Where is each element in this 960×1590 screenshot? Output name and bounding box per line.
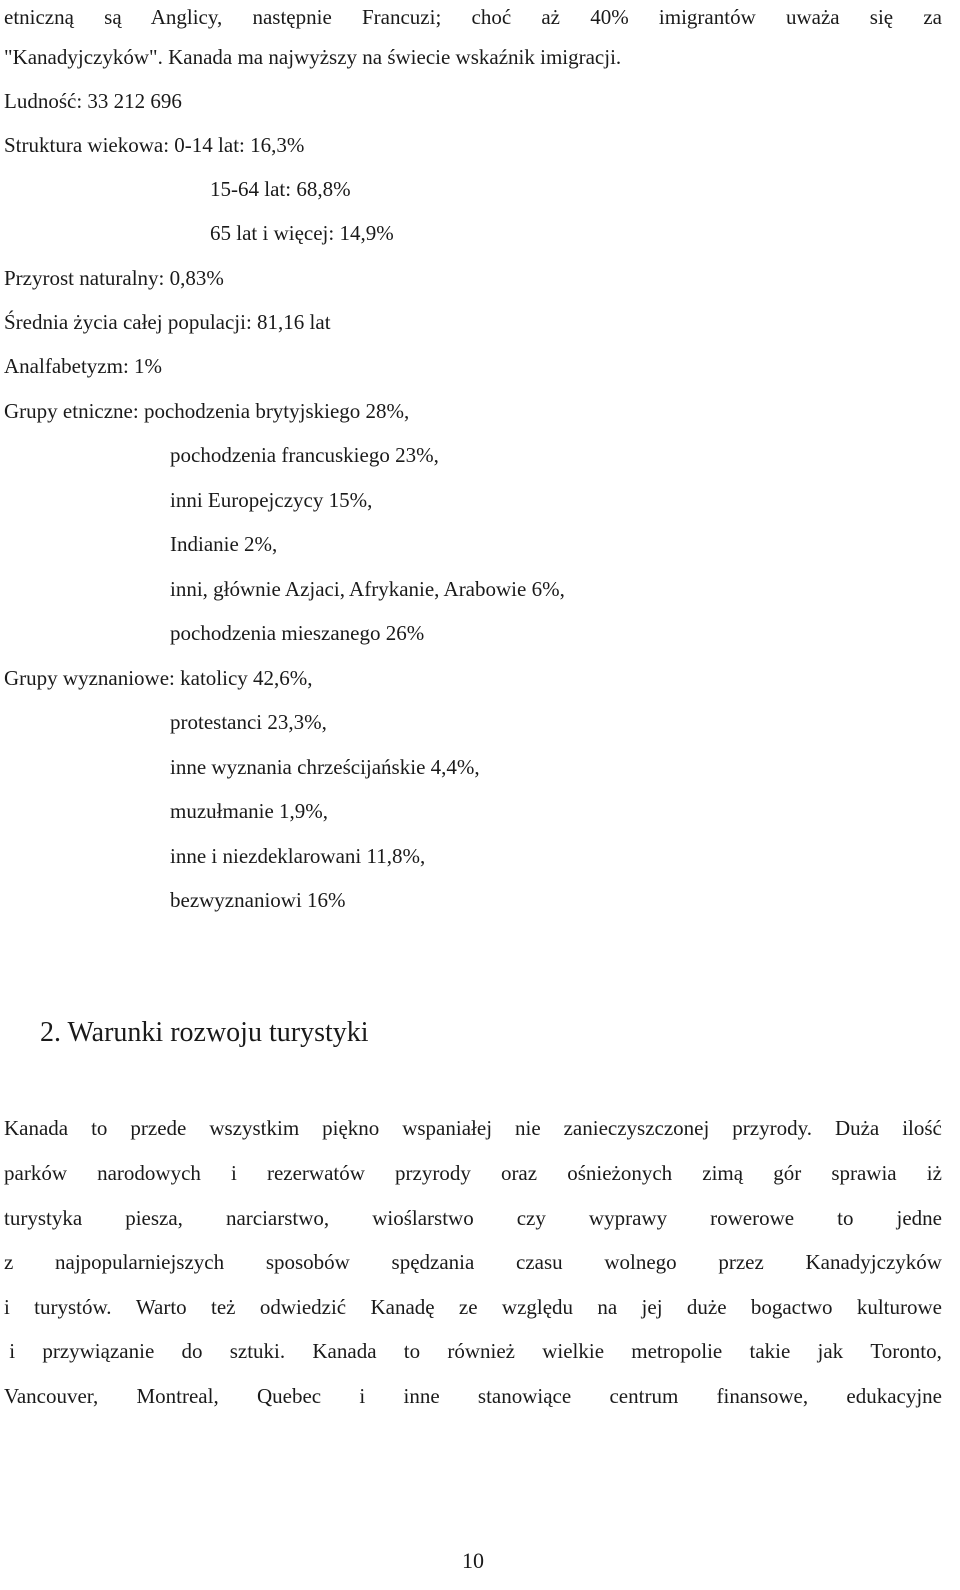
paragraph-line: [4, 1383, 942, 1409]
paragraph-word: również: [447, 1339, 515, 1363]
ethnic-item: Indianie 2%,: [170, 532, 278, 556]
paragraph-word: Duża: [834, 1116, 880, 1140]
paragraph-word: sprawia: [831, 1161, 897, 1185]
paragraph-word: zanieczyszczonej: [563, 1116, 710, 1140]
paragraph-word: jedne: [896, 1206, 942, 1230]
paragraph-word: Montreal,: [136, 1384, 219, 1408]
paragraph-word: rezerwatów: [266, 1161, 365, 1185]
paragraph-word: piesza,: [125, 1206, 183, 1230]
paragraph-word: turystów.: [34, 1295, 112, 1319]
age-structure-line-2: 15-64 lat: 68,8%: [210, 177, 351, 201]
paragraph-word: metropolie: [631, 1339, 723, 1363]
paragraph-word: na: [597, 1295, 618, 1319]
paragraph-word: względu: [501, 1295, 574, 1319]
paragraph-word: wszystkim: [209, 1116, 300, 1140]
growth-line: Przyrost naturalny: 0,83%: [4, 266, 224, 290]
paragraph-word: kulturowe: [856, 1295, 942, 1319]
paragraph-word: narciarstwo,: [225, 1206, 330, 1230]
paragraph-word: to: [403, 1339, 421, 1363]
paragraph-word: jej: [641, 1295, 663, 1319]
paragraph-word: sposobów: [265, 1250, 350, 1274]
paragraph-word: inne: [403, 1384, 440, 1408]
religion-item: bezwyznaniowi 16%: [170, 888, 346, 912]
religious-groups-line: Grupy wyznaniowe: katolicy 42,6%,: [4, 666, 313, 690]
paragraph-word: edukacyjne: [846, 1384, 942, 1408]
paragraph-word: jak: [817, 1339, 844, 1363]
intro-line-1-text: etniczną są Anglicy, następnie Francuzi; choć aż 40% imigrantów uważa się za: [4, 5, 942, 29]
paragraph-line: [4, 1294, 942, 1320]
paragraph-word: rowerowe: [710, 1206, 795, 1230]
paragraph-word: duże: [686, 1295, 727, 1319]
ethnic-item: pochodzenia francuskiego 23%,: [170, 443, 439, 467]
page-number: 10: [462, 1548, 484, 1573]
intro-line-1: [4, 4, 942, 30]
paragraph-word: Kanada: [312, 1339, 377, 1363]
paragraph-word: to: [837, 1206, 854, 1230]
paragraph-line: [4, 1115, 942, 1141]
ethnic-groups-line: Grupy etniczne: pochodzenia brytyjskiego 28%,: [4, 399, 410, 423]
paragraph-word: turystyka: [4, 1206, 83, 1230]
paragraph-word: i: [4, 1295, 10, 1319]
paragraph-word: i: [359, 1384, 366, 1408]
religion-item: protestanci 23,3%,: [170, 710, 327, 734]
paragraph-word: wspaniałej: [402, 1116, 493, 1140]
paragraph-word: do: [181, 1339, 203, 1363]
life-expectancy-line: Średnia życia całej populacji: 81,16 lat: [4, 310, 331, 334]
ethnic-item: inni Europejczycy 15%,: [170, 488, 373, 512]
paragraph-word: oraz: [500, 1161, 538, 1185]
religion-item: inne wyznania chrześcijańskie 4,4%,: [170, 755, 480, 779]
paragraph-word: wolnego: [604, 1250, 677, 1274]
paragraph-word: takie: [749, 1339, 791, 1363]
paragraph-word: stanowiące: [477, 1384, 572, 1408]
paragraph-word: wioślarstwo: [372, 1206, 474, 1230]
paragraph-line: [4, 1338, 942, 1364]
population-line: Ludność: 33 212 696: [4, 89, 182, 113]
religion-item: muzułmanie 1,9%,: [170, 799, 329, 823]
paragraph-line: [4, 1160, 942, 1186]
paragraph-word: czasu: [516, 1250, 563, 1274]
age-structure-line: Struktura wiekowa: 0-14 lat: 16,3%: [4, 133, 305, 157]
paragraph-word: przyrody: [395, 1161, 471, 1185]
paragraph-word: wyprawy: [588, 1206, 668, 1230]
paragraph-word: finansowe,: [716, 1384, 809, 1408]
section-heading: 2. Warunki rozwoju turystyki: [40, 1017, 369, 1048]
paragraph-word: wielkie: [542, 1339, 605, 1363]
paragraph-word: odwiedzić: [259, 1295, 347, 1319]
paragraph-word: nie: [514, 1116, 541, 1140]
paragraph-line: [4, 1249, 942, 1275]
paragraph-word: Vancouver,: [4, 1384, 99, 1408]
age-structure-line-3: 65 lat i więcej: 14,9%: [210, 221, 394, 245]
paragraph-word: sztuki.: [229, 1339, 286, 1363]
paragraph-word: iż: [926, 1161, 942, 1185]
paragraph-word: narodowych: [97, 1161, 201, 1185]
paragraph-word: najpopularniejszych: [55, 1250, 225, 1274]
paragraph-word: piękno: [322, 1116, 380, 1140]
paragraph-word: to: [91, 1116, 108, 1140]
paragraph-word: Kanada: [4, 1116, 69, 1140]
paragraph-word: spędzania: [391, 1250, 475, 1274]
paragraph-word: gór: [773, 1161, 802, 1185]
paragraph-word: bogactwo: [750, 1295, 833, 1319]
paragraph-word: parków: [4, 1161, 67, 1185]
paragraph-word: przede: [130, 1116, 187, 1140]
paragraph-word: przywiązanie: [42, 1339, 155, 1363]
paragraph-word: Kanadyjczyków: [805, 1250, 942, 1274]
paragraph-word: centrum: [609, 1384, 679, 1408]
paragraph-word: przyrody.: [732, 1116, 812, 1140]
paragraph-word: i: [231, 1161, 237, 1185]
paragraph-word: czy: [516, 1206, 546, 1230]
ethnic-item: pochodzenia mieszanego 26%: [170, 621, 425, 645]
paragraph-word: przez: [718, 1250, 764, 1274]
paragraph-word: zimą: [702, 1161, 744, 1185]
paragraph-word: Warto: [135, 1295, 187, 1319]
paragraph-word: Quebec: [256, 1384, 322, 1408]
intro-line-2: "Kanadyjczyków". Kanada ma najwyższy na świecie wskaźnik imigracji.: [4, 45, 622, 69]
paragraph-word: i: [4, 1339, 16, 1363]
paragraph-word: Toronto,: [870, 1339, 942, 1363]
illiteracy-line: Analfabetyzm: 1%: [4, 354, 163, 378]
religion-item: inne i niezdeklarowani 11,8%,: [170, 844, 426, 868]
paragraph-word: Kanadę: [370, 1295, 435, 1319]
paragraph-word: z: [4, 1250, 14, 1274]
paragraph-word: też: [211, 1295, 236, 1319]
paragraph-word: ze: [458, 1295, 478, 1319]
paragraph-word: ośnieżonych: [567, 1161, 673, 1185]
paragraph-line: [4, 1205, 942, 1231]
ethnic-item: inni, głównie Azjaci, Afrykanie, Arabowie 6%,: [170, 577, 565, 601]
paragraph-word: ilość: [902, 1116, 942, 1140]
